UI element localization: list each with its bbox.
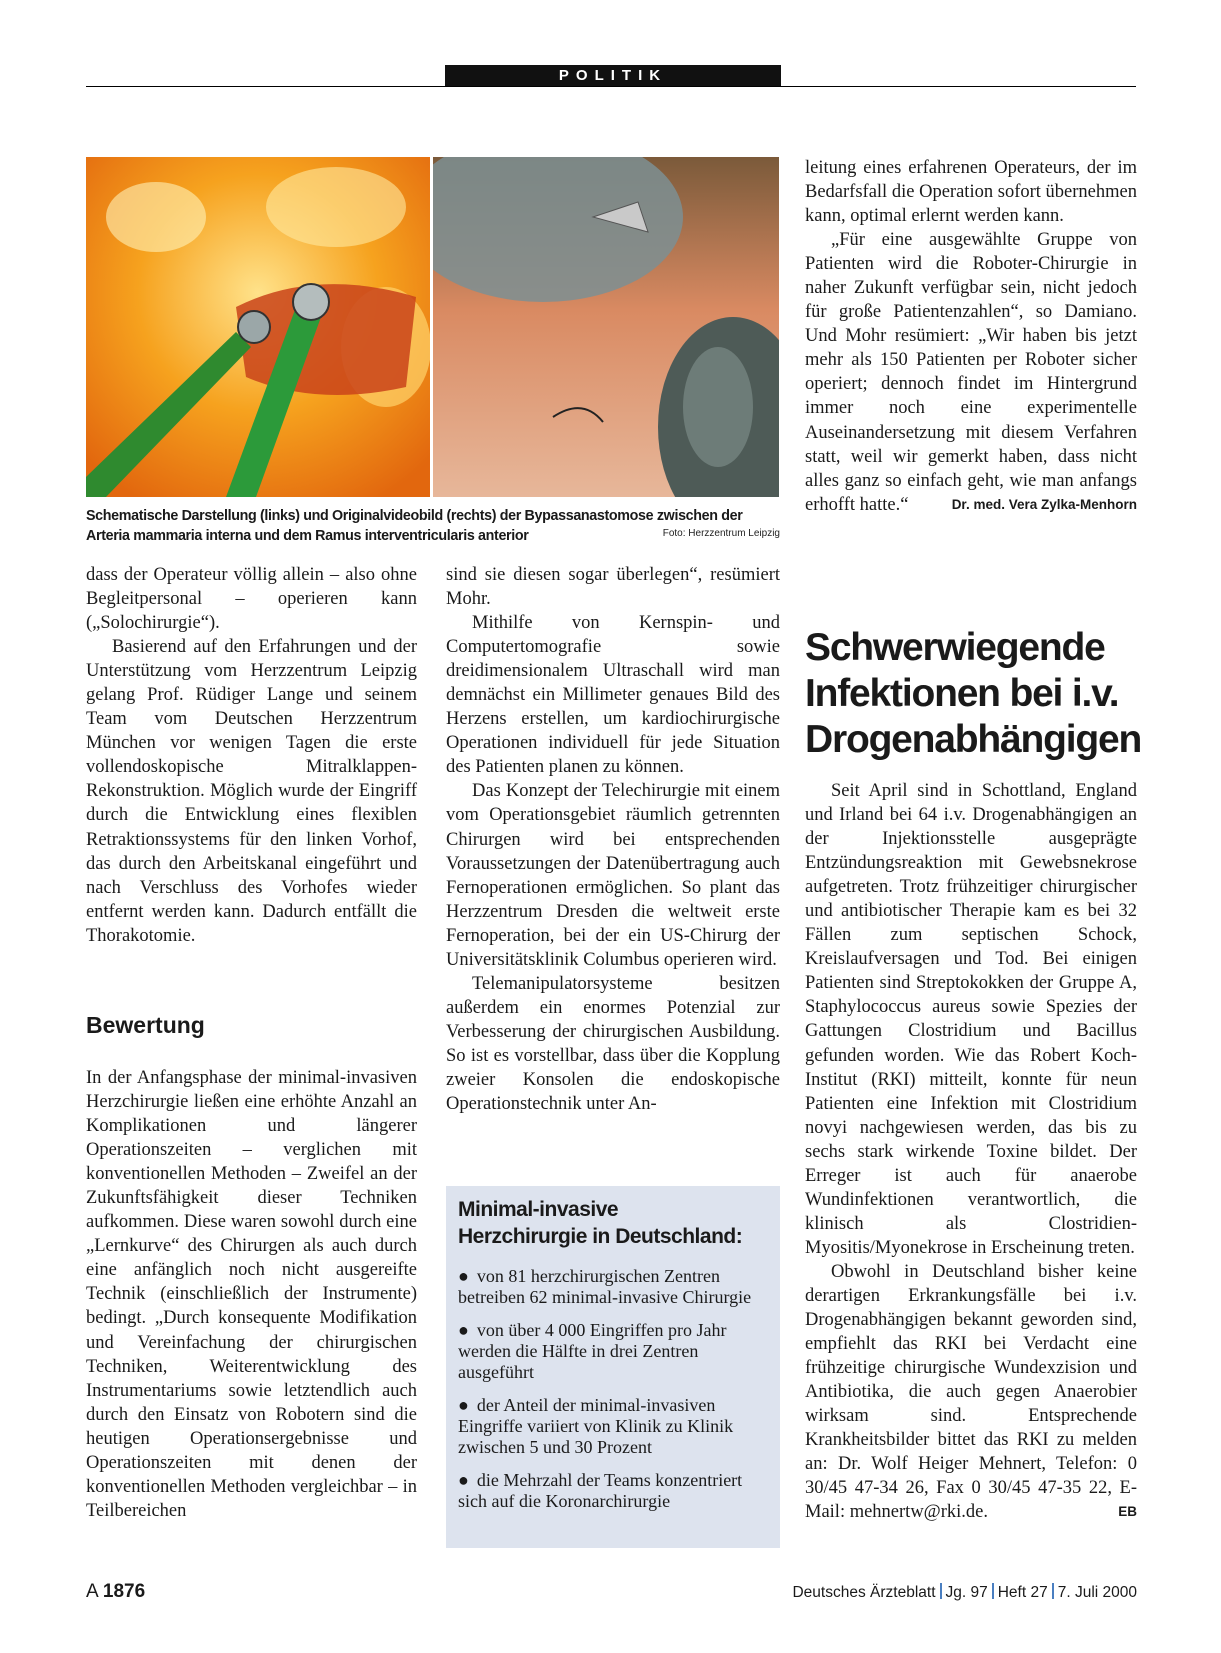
infobox bbox=[446, 1186, 780, 1548]
bullet-icon: ● bbox=[458, 1266, 469, 1286]
section-label: POLITIK bbox=[445, 65, 781, 86]
headline-line: Schwerwiegende bbox=[805, 626, 1105, 669]
list-item bbox=[458, 1266, 770, 1308]
paragraph bbox=[805, 228, 1137, 517]
list-item-text: von über 4 000 Eingriffen pro Jahr werden die Hälfte in drei Zentren ausgeführt bbox=[458, 1320, 727, 1382]
list-item bbox=[458, 1320, 770, 1383]
page-prefix: A bbox=[86, 1581, 98, 1602]
paragraph: Seit April sind in Schottland, England und Irland bei 64 i.v. Drogenabhängigen an der Injektionsstelle ausgeprägte Entzündungsreaktion mit Gewebsnekrose aufgetreten. Trotz frühzeitiger chirurgischer und antibiotischer Therapie kam es bei 32 Fällen zum septischen Schock, Kreislaufversagen und Tod. Bei einigen Patienten sind Streptokokken der Gruppe A, Staphylococcus aureus sowie Spezies der Gattungen Clostridium und Bacillus gefunden worden. Wie das Robert Koch-Institut (RKI) mitteilt, konnte für neun Patienten eine Infektion mit Clostridium novyi nachgewiesen werden, das bis zu sechs stark wirkende Toxine bildet. Der Erreger ist auch für anaerobe Wundinfektionen verantwortlich, die klinisch als Clostridien-Myositis/Myonekrose in Erscheinung treten. bbox=[805, 781, 1137, 1258]
infobox-title bbox=[458, 1196, 742, 1250]
author-signature: Dr. med. Vera Zylka-Menhorn bbox=[951, 496, 1137, 512]
infobox-title-line: Herzchirurgie in Deutschland: bbox=[458, 1225, 743, 1248]
list-item-text: die Mehrzahl der Teams konzentriert sich auf die Koronarchirurgie bbox=[458, 1470, 743, 1511]
paragraph-text: „Für eine ausgewählte Gruppe von Patienten wird die Roboter-Chirurgie in naher Zukunft verfügbar sein, nicht jedoch für große Patientenzahlen“, so Damiano. Und Mohr resümiert: „Wir haben bis jetzt mehr als 150 Patienten per Roboter sicher operiert; dennoch findet im Hintergrund immer noch eine experimentelle Auseinandersetzung mit diesem Verfahren statt, weil wir gemerkt haben, dass nicht alles ganz so einfach geht, wie man anfangs erhofft hatte.“ bbox=[805, 230, 1137, 515]
list-item bbox=[458, 1470, 770, 1512]
photo-credit: Foto: Herzzentrum Leipzig bbox=[662, 528, 780, 539]
issue: Heft 27 bbox=[997, 1584, 1048, 1601]
infobox-list bbox=[458, 1266, 770, 1524]
paragraph: Das Konzept der Telechirurgie mit einem vom Operationsgebiet räumlich getrennten Chirurgen wird bei entsprechenden Voraussetzungen der Datenübertragung auch Fernoperationen ermöglichen. So plant das Herzzentrum Dresden die weltweit erste Fernoperation, bei der ein US-Chirurg der Universitätsklinik Columbus operieren wird. bbox=[446, 781, 780, 970]
paragraph: dass der Operateur völlig allein – also ohne Begleitpersonal – operieren kann („Solochirurgie“). bbox=[86, 565, 417, 634]
bullet-icon: ● bbox=[458, 1470, 469, 1490]
separator bbox=[1052, 1583, 1054, 1599]
journal-info bbox=[792, 1583, 1137, 1602]
subheading-bewertung: Bewertung bbox=[86, 1012, 205, 1038]
article-headline bbox=[805, 625, 1145, 763]
column-1-bottom bbox=[86, 1066, 417, 1523]
list-item-text: der Anteil der minimal-invasiven Eingriffe variiert von Klinik zu Klinik zwischen 5 und 30 Prozent bbox=[458, 1395, 734, 1457]
journal-name: Deutsches Ärzteblatt bbox=[792, 1584, 936, 1601]
paragraph-text: Obwohl in Deutschland bisher keine derartigen Erkrankungsfälle bei i.v. Drogenabhängigen bekannt geworden sind, empfiehlt das RKI bei Verdacht eine frühzeitige chirurgische Wundexzision und Antibiotika, die auch gegen Anaerobier wirksam sind. Entsprechende Krankheitsbilder bittet das RKI zu melden an: Dr. Wolf Heiger Mehnert, Telefon: 0 30/45 47-34 26, Fax 0 30/45 47-35 22, E-Mail: mehnertw@rki.de. bbox=[805, 1261, 1137, 1523]
page-number bbox=[86, 1581, 145, 1603]
bullet-icon: ● bbox=[458, 1395, 469, 1415]
paragraph: In der Anfangsphase der minimal-invasiven Herzchirurgie ließen eine erhöhte Anzahl an Komplikationen und längerer Operationszeiten – verglichen mit konventionellen Methoden – Zweifel an der Zukunftsfähigkeit dieser Techniken aufkommen. Diese waren sowohl durch eine „Lernkurve“ des Chirurgen als auch durch eine anfänglich noch nicht ausgereifte Technik (einschließlich der Instrumente) bedingt. „Durch konsequente Modifikation und Vereinfachung der chirurgischen Techniken, Weiterentwicklung des Instrumentariums sowie letztendlich auch durch den Einsatz von Robotern sind die heutigen Operationsergebnisse und Operationszeiten mit denen der konventionellen Methoden vergleichbar – in Teilbereichen bbox=[86, 1068, 417, 1521]
header-rule bbox=[86, 86, 1136, 87]
endoscopic-video-still bbox=[433, 157, 779, 497]
list-item bbox=[458, 1395, 770, 1458]
column-2 bbox=[446, 563, 780, 1116]
paragraph: Basierend auf den Erfahrungen und der Unterstützung vom Herzzentrum Leipzig gelang Prof. Rüdiger Lange und seinem Team vom Deutschen Herzzentrum München vor wenigen Tagen die erste vollendoskopische Mitralklappen-Rekonstruktion. Möglich wurde der Eingriff durch die Entwicklung eines flexiblen Retraktionssystems für den linken Vorhof, das durch den Arbeitskanal eingeführt und nach Verschluss des Vorhofes wieder entfernt werden kann. Dadurch entfällt die Thorakotomie. bbox=[86, 637, 417, 946]
column-1-top bbox=[86, 563, 417, 948]
page-number-value: 1876 bbox=[102, 1581, 146, 1602]
schematic-illustration bbox=[86, 157, 430, 497]
author-signature: EB bbox=[1118, 1504, 1137, 1520]
volume: Jg. 97 bbox=[945, 1584, 988, 1601]
paragraph: sind sie diesen sogar überlegen“, resümiert Mohr. bbox=[446, 565, 780, 610]
list-item-text: von 81 herzchirurgischen Zentren betreiben 62 minimal-invasive Chirurgie bbox=[458, 1266, 752, 1307]
column-3-top bbox=[805, 156, 1137, 517]
issue-date: 7. Juli 2000 bbox=[1057, 1584, 1137, 1601]
separator bbox=[992, 1583, 994, 1599]
headline-line: Infektionen bei i.v. bbox=[805, 672, 1119, 715]
paragraph bbox=[805, 1260, 1137, 1525]
separator bbox=[940, 1583, 942, 1599]
infobox-title-line: Minimal-invasive bbox=[458, 1198, 619, 1221]
headline-line: Drogenabhängigen bbox=[805, 718, 1142, 761]
bullet-icon: ● bbox=[458, 1320, 469, 1340]
paragraph: Mithilfe von Kernspin- und Computertomografie sowie dreidimensionalem Ultraschall wird man demnächst ein Millimeter genaues Bild des Herzens erstellen, um kardiochirurgische Operationen individuell für jede Situation des Patienten planen zu können. bbox=[446, 613, 780, 778]
caption-text: Schematische Darstellung (links) und Originalvideobild (rechts) der Bypassanastomose zwischen der Arteria mammaria interna und dem Ramus interventricularis anterior bbox=[86, 508, 743, 544]
figure-caption bbox=[86, 506, 780, 546]
article-body bbox=[805, 779, 1137, 1524]
paragraph: Telemanipulatorsysteme besitzen außerdem ein enormes Potenzial zur Verbesserung der chirurgischen Ausbildung. So ist es vorstellbar, dass über die Kopplung zweier Konsolen die endoskopische Operationstechnik unter An- bbox=[446, 973, 780, 1115]
paragraph: leitung eines erfahrenen Operateurs, der im Bedarfsfall die Operation sofort übernehmen kann, optimal erlernt werden kann. bbox=[805, 158, 1137, 227]
